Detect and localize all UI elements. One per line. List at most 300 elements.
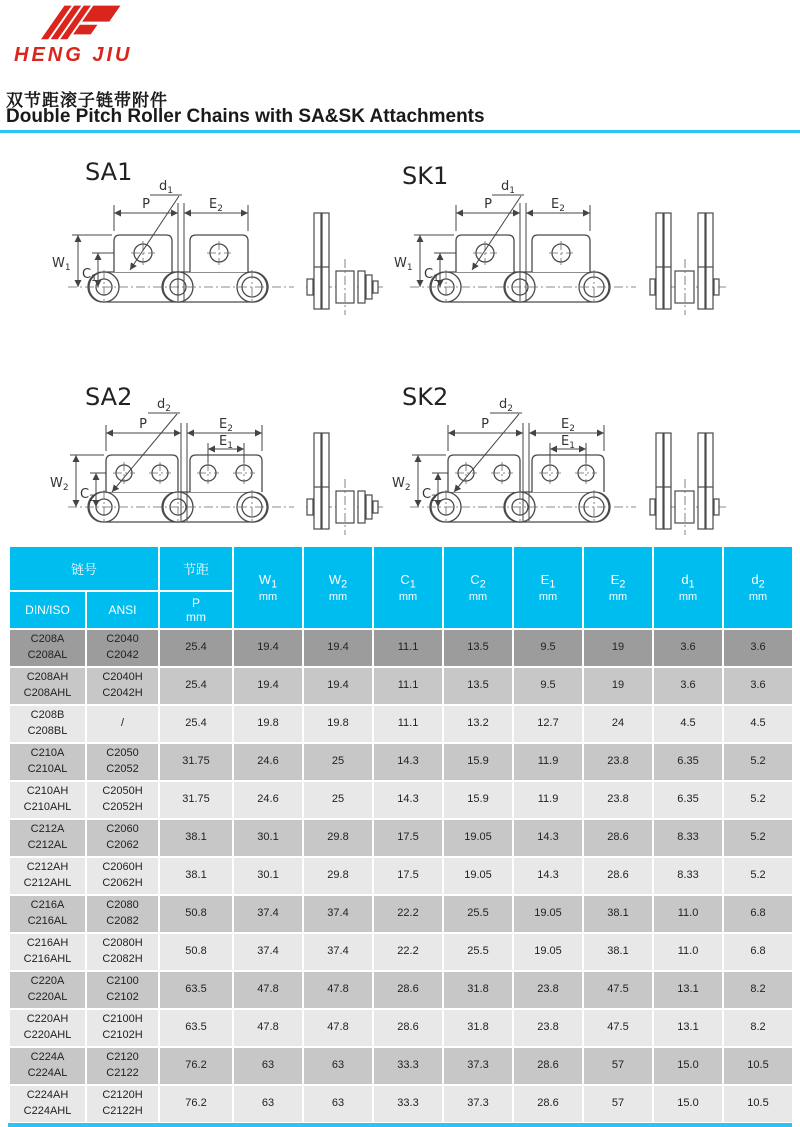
cell-line: C210AH bbox=[26, 785, 69, 798]
cell-line: 28.6 bbox=[607, 831, 629, 844]
dim-c2-label: $C_2$ bbox=[422, 487, 437, 504]
value-cell bbox=[723, 743, 793, 781]
cell-line: 19.4 bbox=[257, 679, 279, 692]
cell-line: 6.8 bbox=[750, 907, 766, 920]
cell-line: C2122H bbox=[102, 1105, 143, 1117]
value-cell bbox=[723, 933, 793, 971]
cell-line: 12.7 bbox=[537, 717, 559, 730]
cell-line: 5.2 bbox=[750, 755, 766, 768]
cell-line: 5.2 bbox=[750, 869, 766, 882]
value-cell bbox=[513, 895, 583, 933]
col-header-e2: $E_2$ mm bbox=[583, 546, 653, 629]
bottom-divider bbox=[8, 1123, 792, 1127]
cell-line: C2042 bbox=[106, 649, 139, 661]
cell-line: 23.8 bbox=[537, 1021, 559, 1034]
value-cell bbox=[723, 1047, 793, 1085]
value-cell bbox=[233, 1047, 303, 1085]
ansi-cell bbox=[86, 781, 159, 819]
din-iso-cell bbox=[9, 971, 86, 1009]
cell-line: 37.4 bbox=[257, 907, 279, 920]
value-cell bbox=[653, 819, 723, 857]
ansi-cell bbox=[86, 743, 159, 781]
cell-line: / bbox=[120, 717, 125, 730]
cell-line: C2040 bbox=[106, 633, 139, 646]
cell-line: C220AHL bbox=[23, 1029, 72, 1041]
value-cell bbox=[159, 667, 233, 705]
cell-line: 6.8 bbox=[750, 945, 766, 958]
cell-line: 37.4 bbox=[327, 945, 349, 958]
cell-line: 24.6 bbox=[257, 793, 279, 806]
cell-line: 23.8 bbox=[607, 755, 629, 768]
cell-line: 47.8 bbox=[327, 1021, 349, 1034]
cell-line: C224AH bbox=[26, 1089, 69, 1102]
col-header-d1: $d_1$ mm bbox=[653, 546, 723, 629]
page-title-en: Double Pitch Roller Chains with SA&SK Attachments bbox=[6, 106, 485, 127]
sk1-diagram bbox=[390, 175, 735, 330]
dim-e2-label: $E_2$ bbox=[551, 197, 565, 214]
diagram-label-sa2: SA2 bbox=[85, 383, 133, 411]
value-cell bbox=[159, 705, 233, 743]
cell-line: 57 bbox=[611, 1059, 625, 1072]
value-cell bbox=[159, 819, 233, 857]
cell-line: 19.8 bbox=[257, 717, 279, 730]
cell-line: 13.2 bbox=[467, 717, 489, 730]
cell-line: C208AHL bbox=[23, 687, 72, 699]
din-iso-cell bbox=[9, 1009, 86, 1047]
cell-line: C220AL bbox=[27, 991, 68, 1003]
cell-line: 10.5 bbox=[747, 1059, 769, 1072]
cell-line: 38.1 bbox=[185, 831, 207, 844]
dim-d2-label: $d_2$ bbox=[157, 397, 171, 414]
dim-w1-label: $W_1$ bbox=[394, 256, 413, 273]
table-row bbox=[9, 1085, 793, 1123]
cell-line: 23.8 bbox=[607, 793, 629, 806]
value-cell bbox=[159, 781, 233, 819]
cell-line: C2100 bbox=[106, 975, 139, 988]
cell-line: C212AL bbox=[27, 839, 68, 851]
table-row bbox=[9, 857, 793, 895]
value-cell bbox=[653, 705, 723, 743]
cell-line: 47.5 bbox=[607, 1021, 629, 1034]
value-cell bbox=[233, 781, 303, 819]
cell-line: 30.1 bbox=[257, 869, 279, 882]
cell-line: 25.4 bbox=[185, 679, 207, 692]
value-cell bbox=[583, 819, 653, 857]
cell-line: 19 bbox=[611, 679, 625, 692]
cell-line: 19.8 bbox=[327, 717, 349, 730]
value-cell bbox=[303, 1047, 373, 1085]
col-header-din-iso: DIN/ISO bbox=[9, 591, 86, 629]
value-cell bbox=[303, 705, 373, 743]
cell-line: C208B bbox=[30, 709, 65, 722]
din-iso-cell bbox=[9, 895, 86, 933]
cell-line: C216AL bbox=[27, 915, 68, 927]
cell-line: 23.8 bbox=[537, 983, 559, 996]
value-cell bbox=[373, 629, 443, 667]
cell-line: 47.5 bbox=[607, 983, 629, 996]
din-iso-cell bbox=[9, 933, 86, 971]
cell-line: C2040H bbox=[102, 671, 143, 684]
value-cell bbox=[513, 1085, 583, 1123]
value-cell bbox=[443, 933, 513, 971]
cell-line: 14.3 bbox=[397, 793, 419, 806]
din-iso-cell bbox=[9, 705, 86, 743]
diagram-label-sk1: SK1 bbox=[402, 162, 449, 190]
value-cell bbox=[303, 667, 373, 705]
cell-line: C224AL bbox=[27, 1067, 68, 1079]
cell-line: C2120 bbox=[106, 1051, 139, 1064]
cell-line: C212A bbox=[30, 823, 65, 836]
value-cell bbox=[583, 1085, 653, 1123]
cell-line: 19.05 bbox=[464, 831, 492, 844]
value-cell bbox=[443, 971, 513, 1009]
cell-line: 11.1 bbox=[397, 679, 419, 692]
cell-line: C2120H bbox=[102, 1089, 143, 1102]
table-row bbox=[9, 781, 793, 819]
cell-line: 29.8 bbox=[327, 869, 349, 882]
cell-line: 15.0 bbox=[677, 1059, 699, 1072]
cell-line: 8.2 bbox=[750, 1021, 766, 1034]
cell-line: 19.4 bbox=[257, 641, 279, 654]
cell-line: 33.3 bbox=[397, 1097, 419, 1110]
value-cell bbox=[159, 971, 233, 1009]
cell-line: 19.4 bbox=[327, 641, 349, 654]
diagram-label-sa1: SA1 bbox=[85, 158, 133, 186]
cell-line: C208BL bbox=[27, 725, 68, 737]
cell-line: C2102 bbox=[106, 991, 139, 1003]
cell-line: 25 bbox=[331, 755, 345, 768]
ansi-cell bbox=[86, 1085, 159, 1123]
value-cell bbox=[303, 1085, 373, 1123]
dim-w1-label: $W_1$ bbox=[52, 256, 71, 273]
cell-line: C2100H bbox=[102, 1013, 143, 1026]
cell-line: 19.4 bbox=[327, 679, 349, 692]
value-cell bbox=[583, 629, 653, 667]
value-cell bbox=[723, 667, 793, 705]
value-cell bbox=[513, 667, 583, 705]
cell-line: 11.0 bbox=[677, 945, 699, 958]
cell-line: 25.5 bbox=[467, 945, 489, 958]
cell-line: 9.5 bbox=[540, 679, 556, 692]
cell-line: 50.8 bbox=[185, 945, 207, 958]
value-cell bbox=[233, 819, 303, 857]
value-cell bbox=[653, 895, 723, 933]
table-row bbox=[9, 667, 793, 705]
value-cell bbox=[159, 743, 233, 781]
cell-line: C2062H bbox=[102, 877, 143, 889]
value-cell bbox=[513, 857, 583, 895]
value-cell bbox=[303, 895, 373, 933]
cell-line: C216AHL bbox=[23, 953, 72, 965]
cell-line: 63 bbox=[261, 1059, 275, 1072]
value-cell bbox=[233, 629, 303, 667]
ansi-cell bbox=[86, 895, 159, 933]
cell-line: C2082 bbox=[106, 915, 139, 927]
cell-line: 30.1 bbox=[257, 831, 279, 844]
cell-line: 25.4 bbox=[185, 717, 207, 730]
cell-line: 6.35 bbox=[677, 755, 699, 768]
cell-line: 31.8 bbox=[467, 983, 489, 996]
dim-w2-label: $W_2$ bbox=[392, 476, 411, 493]
value-cell bbox=[653, 1085, 723, 1123]
cell-line: 10.5 bbox=[747, 1097, 769, 1110]
dim-c1-label: $C_1$ bbox=[424, 267, 439, 284]
col-header-w1: $W_1$ mm bbox=[233, 546, 303, 629]
cell-line: 47.8 bbox=[257, 983, 279, 996]
value-cell bbox=[373, 705, 443, 743]
cell-line: 76.2 bbox=[185, 1097, 207, 1110]
cell-line: 13.1 bbox=[677, 983, 699, 996]
value-cell bbox=[159, 1085, 233, 1123]
value-cell bbox=[233, 971, 303, 1009]
cell-line: 8.2 bbox=[750, 983, 766, 996]
cell-line: 17.5 bbox=[397, 869, 419, 882]
dim-p-label: P bbox=[142, 197, 150, 212]
value-cell bbox=[159, 1009, 233, 1047]
cell-line: 38.1 bbox=[607, 945, 629, 958]
value-cell bbox=[583, 1009, 653, 1047]
dim-d1-label: $d_1$ bbox=[159, 179, 173, 196]
cell-line: C212AH bbox=[26, 861, 69, 874]
value-cell bbox=[373, 933, 443, 971]
dim-p-label: P bbox=[484, 197, 492, 212]
cell-line: 8.33 bbox=[677, 831, 699, 844]
brand-name: HENG JIU bbox=[14, 44, 133, 66]
value-cell bbox=[159, 1047, 233, 1085]
value-cell bbox=[513, 819, 583, 857]
cell-line: C220AH bbox=[26, 1013, 69, 1026]
value-cell bbox=[653, 629, 723, 667]
value-cell bbox=[233, 1009, 303, 1047]
value-cell bbox=[583, 933, 653, 971]
cell-line: C212AHL bbox=[23, 877, 72, 889]
cell-line: C2042H bbox=[102, 687, 143, 699]
value-cell bbox=[443, 667, 513, 705]
ansi-cell bbox=[86, 629, 159, 667]
cell-line: 19.05 bbox=[534, 945, 562, 958]
value-cell bbox=[373, 1085, 443, 1123]
cell-line: 19.05 bbox=[534, 907, 562, 920]
cell-line: 63 bbox=[331, 1059, 345, 1072]
cell-line: 28.6 bbox=[607, 869, 629, 882]
cell-line: 11.1 bbox=[397, 641, 419, 654]
cell-line: 47.8 bbox=[257, 1021, 279, 1034]
col-header-chain-no: 链号 bbox=[9, 546, 159, 591]
value-cell bbox=[723, 895, 793, 933]
value-cell bbox=[443, 705, 513, 743]
cell-line: 19 bbox=[611, 641, 625, 654]
value-cell bbox=[373, 895, 443, 933]
din-iso-cell bbox=[9, 667, 86, 705]
cell-line: 76.2 bbox=[185, 1059, 207, 1072]
cell-line: C2080H bbox=[102, 937, 143, 950]
table-row bbox=[9, 629, 793, 667]
cell-line: 13.5 bbox=[467, 679, 489, 692]
table-row bbox=[9, 1009, 793, 1047]
value-cell bbox=[653, 667, 723, 705]
cell-line: 5.2 bbox=[750, 831, 766, 844]
value-cell bbox=[443, 1009, 513, 1047]
ansi-cell bbox=[86, 1009, 159, 1047]
ansi-cell bbox=[86, 819, 159, 857]
col-header-e1: $E_1$ mm bbox=[513, 546, 583, 629]
value-cell bbox=[233, 1085, 303, 1123]
cell-line: 11.9 bbox=[537, 793, 559, 806]
cell-line: C2060 bbox=[106, 823, 139, 836]
cell-line: C208AH bbox=[26, 671, 69, 684]
cell-line: C210A bbox=[30, 747, 65, 760]
value-cell bbox=[443, 1085, 513, 1123]
value-cell bbox=[723, 629, 793, 667]
cell-line: 29.8 bbox=[327, 831, 349, 844]
value-cell bbox=[373, 667, 443, 705]
dim-c2-label: $C_2$ bbox=[80, 487, 95, 504]
value-cell bbox=[583, 857, 653, 895]
dim-d1-label: $d_1$ bbox=[501, 179, 515, 196]
cell-line: 63 bbox=[331, 1097, 345, 1110]
col-header-pitch: 节距 bbox=[159, 546, 233, 591]
value-cell bbox=[653, 971, 723, 1009]
value-cell bbox=[233, 857, 303, 895]
cell-line: 28.6 bbox=[397, 1021, 419, 1034]
value-cell bbox=[303, 857, 373, 895]
ansi-cell bbox=[86, 933, 159, 971]
cell-line: 15.9 bbox=[467, 793, 489, 806]
cell-line: 9.5 bbox=[540, 641, 556, 654]
value-cell bbox=[303, 781, 373, 819]
cell-line: C210AHL bbox=[23, 801, 72, 813]
value-cell bbox=[723, 819, 793, 857]
cell-line: 37.4 bbox=[327, 907, 349, 920]
cell-line: 14.3 bbox=[397, 755, 419, 768]
value-cell bbox=[723, 781, 793, 819]
col-header-d2: $d_2$ mm bbox=[723, 546, 793, 629]
cell-line: 3.6 bbox=[680, 679, 696, 692]
value-cell bbox=[723, 857, 793, 895]
dim-p-label: P bbox=[139, 417, 147, 432]
diagram-label-sk2: SK2 bbox=[402, 383, 449, 411]
dim-e1-label: $E_1$ bbox=[219, 434, 233, 451]
value-cell bbox=[373, 743, 443, 781]
cell-line: 19.05 bbox=[464, 869, 492, 882]
cell-line: 5.2 bbox=[750, 793, 766, 806]
cell-line: 37.3 bbox=[467, 1097, 489, 1110]
table-row bbox=[9, 971, 793, 1009]
value-cell bbox=[583, 971, 653, 1009]
din-iso-cell bbox=[9, 1085, 86, 1123]
title-divider bbox=[0, 130, 800, 133]
cell-line: 63.5 bbox=[185, 983, 207, 996]
value-cell bbox=[443, 1047, 513, 1085]
ansi-cell bbox=[86, 857, 159, 895]
value-cell bbox=[373, 1047, 443, 1085]
cell-line: C2102H bbox=[102, 1029, 143, 1041]
cell-line: 13.1 bbox=[677, 1021, 699, 1034]
cell-line: 3.6 bbox=[750, 679, 766, 692]
value-cell bbox=[303, 819, 373, 857]
cell-line: 25.4 bbox=[185, 641, 207, 654]
value-cell bbox=[303, 971, 373, 1009]
value-cell bbox=[303, 933, 373, 971]
cell-line: 37.4 bbox=[257, 945, 279, 958]
value-cell bbox=[653, 781, 723, 819]
cell-line: 14.3 bbox=[537, 869, 559, 882]
cell-line: 4.5 bbox=[750, 717, 766, 730]
cell-line: 31.8 bbox=[467, 1021, 489, 1034]
value-cell bbox=[583, 895, 653, 933]
dim-e2-label: $E_2$ bbox=[209, 197, 223, 214]
cell-line: C2060H bbox=[102, 861, 143, 874]
value-cell bbox=[303, 1009, 373, 1047]
cell-line: 25 bbox=[331, 793, 345, 806]
cell-line: 28.6 bbox=[537, 1097, 559, 1110]
value-cell bbox=[373, 1009, 443, 1047]
cell-line: C220A bbox=[30, 975, 65, 988]
value-cell bbox=[233, 667, 303, 705]
value-cell bbox=[443, 857, 513, 895]
cell-line: 24.6 bbox=[257, 755, 279, 768]
value-cell bbox=[653, 857, 723, 895]
value-cell bbox=[443, 895, 513, 933]
value-cell bbox=[159, 629, 233, 667]
value-cell bbox=[513, 781, 583, 819]
dim-p-label: P bbox=[481, 417, 489, 432]
cell-line: 11.1 bbox=[397, 717, 419, 730]
cell-line: C224AHL bbox=[23, 1105, 72, 1117]
cell-line: C2080 bbox=[106, 899, 139, 912]
cell-line: C2052H bbox=[102, 801, 143, 813]
cell-line: C224A bbox=[30, 1051, 65, 1064]
value-cell bbox=[303, 629, 373, 667]
hengjiu-logo-icon bbox=[24, 2, 124, 46]
cell-line: 31.75 bbox=[182, 793, 210, 806]
cell-line: 63 bbox=[261, 1097, 275, 1110]
din-iso-cell bbox=[9, 819, 86, 857]
cell-line: 47.8 bbox=[327, 983, 349, 996]
col-header-c2: $C_2$ mm bbox=[443, 546, 513, 629]
table-row bbox=[9, 1047, 793, 1085]
value-cell bbox=[443, 743, 513, 781]
value-cell bbox=[513, 743, 583, 781]
cell-line: C2050 bbox=[106, 747, 139, 760]
cell-line: C216AH bbox=[26, 937, 69, 950]
cell-line: C216A bbox=[30, 899, 65, 912]
value-cell bbox=[583, 705, 653, 743]
din-iso-cell bbox=[9, 781, 86, 819]
value-cell bbox=[723, 1009, 793, 1047]
value-cell bbox=[723, 971, 793, 1009]
value-cell bbox=[653, 743, 723, 781]
table-row bbox=[9, 933, 793, 971]
cell-line: C2082H bbox=[102, 953, 143, 965]
cell-line: 57 bbox=[611, 1097, 625, 1110]
cell-line: 22.2 bbox=[397, 945, 419, 958]
sk2-diagram bbox=[390, 395, 735, 550]
cell-line: 37.3 bbox=[467, 1059, 489, 1072]
cell-line: 31.75 bbox=[182, 755, 210, 768]
cell-line: 25.5 bbox=[467, 907, 489, 920]
cell-line: 24 bbox=[611, 717, 625, 730]
value-cell bbox=[443, 629, 513, 667]
cell-line: 33.3 bbox=[397, 1059, 419, 1072]
cell-line: 3.6 bbox=[750, 641, 766, 654]
dim-c1-label: $C_1$ bbox=[82, 267, 97, 284]
ansi-cell bbox=[86, 667, 159, 705]
ansi-cell bbox=[86, 705, 159, 743]
dim-e2-label: $E_2$ bbox=[219, 417, 233, 434]
cell-line: C208AL bbox=[27, 649, 68, 661]
cell-line: 11.0 bbox=[677, 907, 699, 920]
